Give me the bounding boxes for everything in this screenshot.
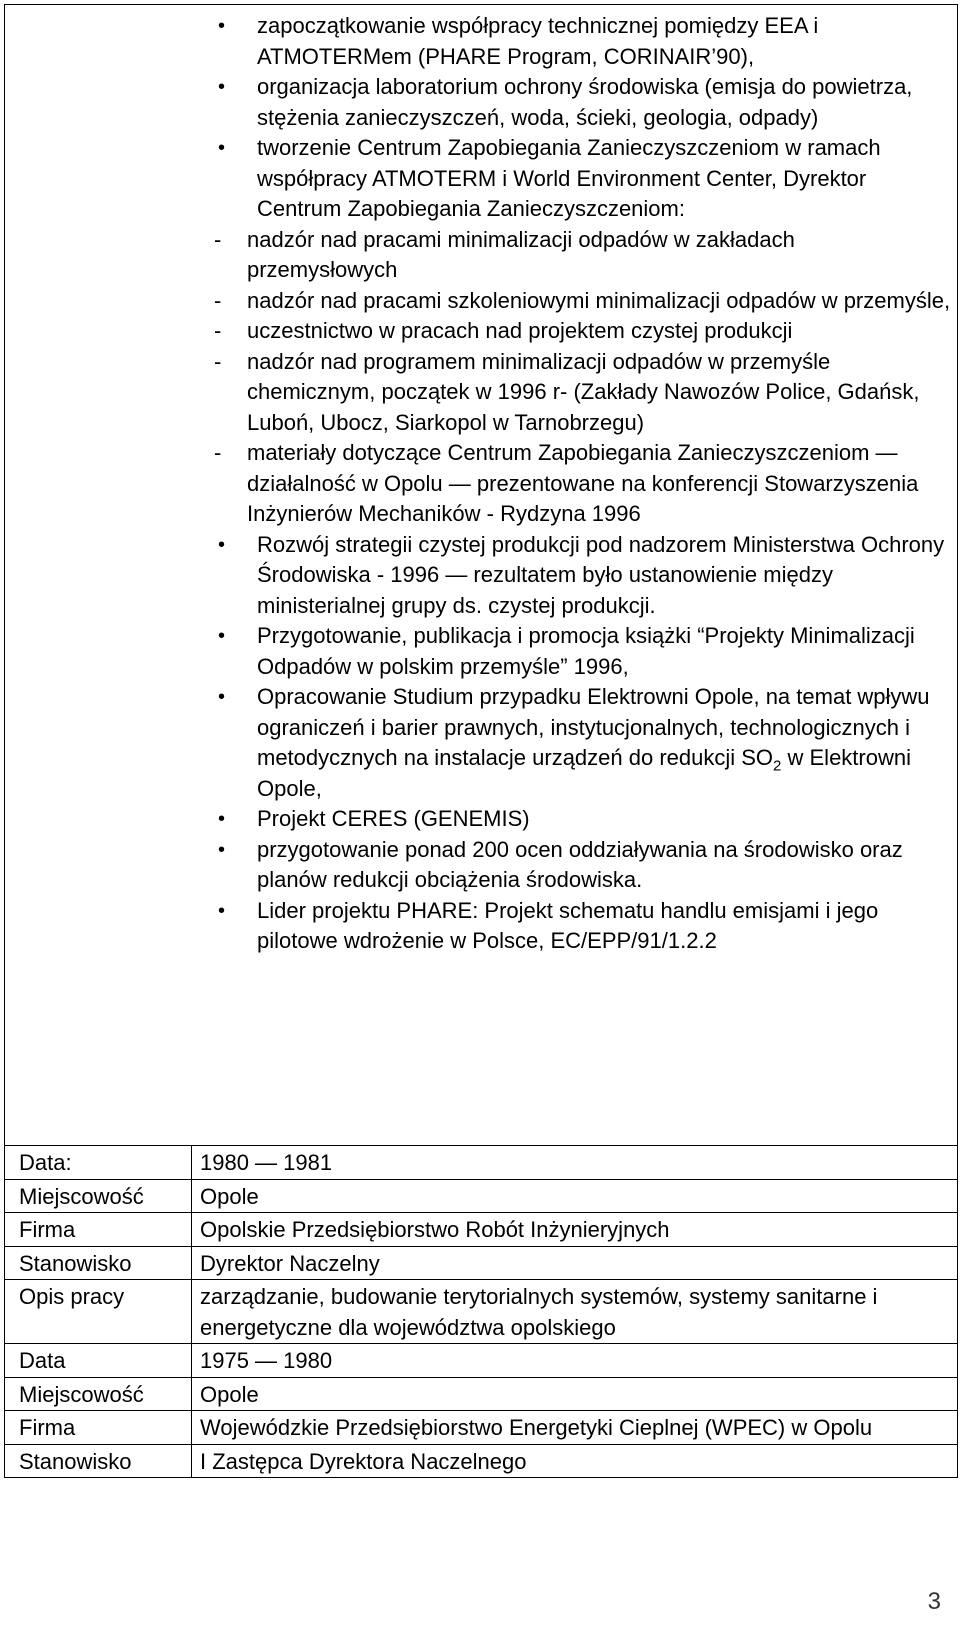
- list-item: • Opracowanie Studium przypadku Elektrowni Opole, na temat wpływu ograniczeń i barier prawnych, instytucjonalnych, technologicznych i metodycznych na instalacje urządzeń do redukcji $SO_2$ w Elektrowni Opole,: [5, 682, 951, 804]
- page-number: 3: [927, 1588, 941, 1615]
- bullet-list-bottom: [5, 530, 951, 957]
- job1-place-row: [5, 1179, 958, 1213]
- activities-cell: [5, 5, 958, 1146]
- position-label: Stanowisko: [5, 1246, 192, 1280]
- list-item: • Lider projektu PHARE: Projekt schematu handlu emisjami i jego pilotowe wdrożenie w Polsce, EC/EPP/91/1.2.2: [5, 896, 951, 957]
- desc-label: Opis pracy: [5, 1280, 192, 1344]
- company-value: Opolskie Przedsiębiorstwo Robót Inżynieryjnych: [192, 1213, 958, 1247]
- bullet-list-top: [5, 11, 951, 225]
- job2-date-row: [5, 1344, 958, 1378]
- job2-place-row: [5, 1377, 958, 1411]
- list-item: • organizacja laboratorium ochrony środowiska (emisja do powietrza, stężenia zanieczyszczeń, woda, ścieki, geologia, odpady): [5, 72, 951, 133]
- date-value: 1980 — 1981: [192, 1146, 958, 1180]
- dash-item: - nadzór nad pracami szkoleniowymi minimalizacji odpadów w przemyśle,: [5, 286, 951, 317]
- cv-page: [4, 4, 957, 1478]
- dash-item: - uczestnictwo w pracach nad projektem czystej produkcji: [5, 316, 951, 347]
- job1-date-row: [5, 1146, 958, 1180]
- date-label: Data:: [5, 1146, 192, 1180]
- job1-position-row: [5, 1246, 958, 1280]
- position-label: Stanowisko: [5, 1444, 192, 1478]
- dash-item: - nadzór nad programem minimalizacji odpadów w przemyśle chemicznym, początek w 1996 r- (Zakłady Nawozów Police, Gdańsk, Luboń, Ubocz, Siarkopol w Tarnobrzegu): [5, 347, 951, 439]
- activities-row: [5, 5, 958, 1146]
- position-value: Dyrektor Naczelny: [192, 1246, 958, 1280]
- job1-company-row: [5, 1213, 958, 1247]
- place-label: Miejscowość: [5, 1179, 192, 1213]
- job2-company-row: [5, 1411, 958, 1445]
- company-label: Firma: [5, 1213, 192, 1247]
- list-item: • Rozwój strategii czystej produkcji pod nadzorem Ministerstwa Ochrony Środowiska - 1996 — rezultatem było ustanowienie między ministerialnej grupy ds. czystej produkcji.: [5, 530, 951, 622]
- list-item: • zapoczątkowanie współpracy technicznej pomiędzy EEA i ATMOTERMem (PHARE Program, CORINAIR’90),: [5, 11, 951, 72]
- place-value: Opole: [192, 1377, 958, 1411]
- position-value: I Zastępca Dyrektora Naczelnego: [192, 1444, 958, 1478]
- job1-desc-row: [5, 1280, 958, 1344]
- list-item: • przygotowanie ponad 200 ocen oddziaływania na środowisko oraz planów redukcji obciążenia środowiska.: [5, 835, 951, 896]
- cv-table: [4, 4, 958, 1478]
- place-value: Opole: [192, 1179, 958, 1213]
- date-label: Data: [5, 1344, 192, 1378]
- dash-item: - materiały dotyczące Centrum Zapobiegania Zanieczyszczeniom — działalność w Opolu — prezentowane na konferencji Stowarzyszenia Inżynierów Mechaników - Rydzyna 1996: [5, 438, 951, 530]
- company-value: Wojewódzkie Przedsiębiorstwo Energetyki Cieplnej (WPEC) w Opolu: [192, 1411, 958, 1445]
- list-item: • Projekt CERES (GENEMIS): [5, 804, 951, 835]
- list-item: • Przygotowanie, publikacja i promocja książki “Projekty Minimalizacji Odpadów w polskim przemyśle” 1996,: [5, 621, 951, 682]
- dash-item: - nadzór nad pracami minimalizacji odpadów w zakładach przemysłowych: [5, 225, 951, 286]
- list-item: • tworzenie Centrum Zapobiegania Zanieczyszczeniom w ramach współpracy ATMOTERM i World Environment Center, Dyrektor Centrum Zapobiegania Zanieczyszczeniom:: [5, 133, 951, 225]
- dash-list: [5, 225, 951, 530]
- company-label: Firma: [5, 1411, 192, 1445]
- job2-position-row: [5, 1444, 958, 1478]
- desc-value: zarządzanie, budowanie terytorialnych systemów, systemy sanitarne i energetyczne dla województwa opolskiego: [192, 1280, 958, 1344]
- date-value: 1975 — 1980: [192, 1344, 958, 1378]
- place-label: Miejscowość: [5, 1377, 192, 1411]
